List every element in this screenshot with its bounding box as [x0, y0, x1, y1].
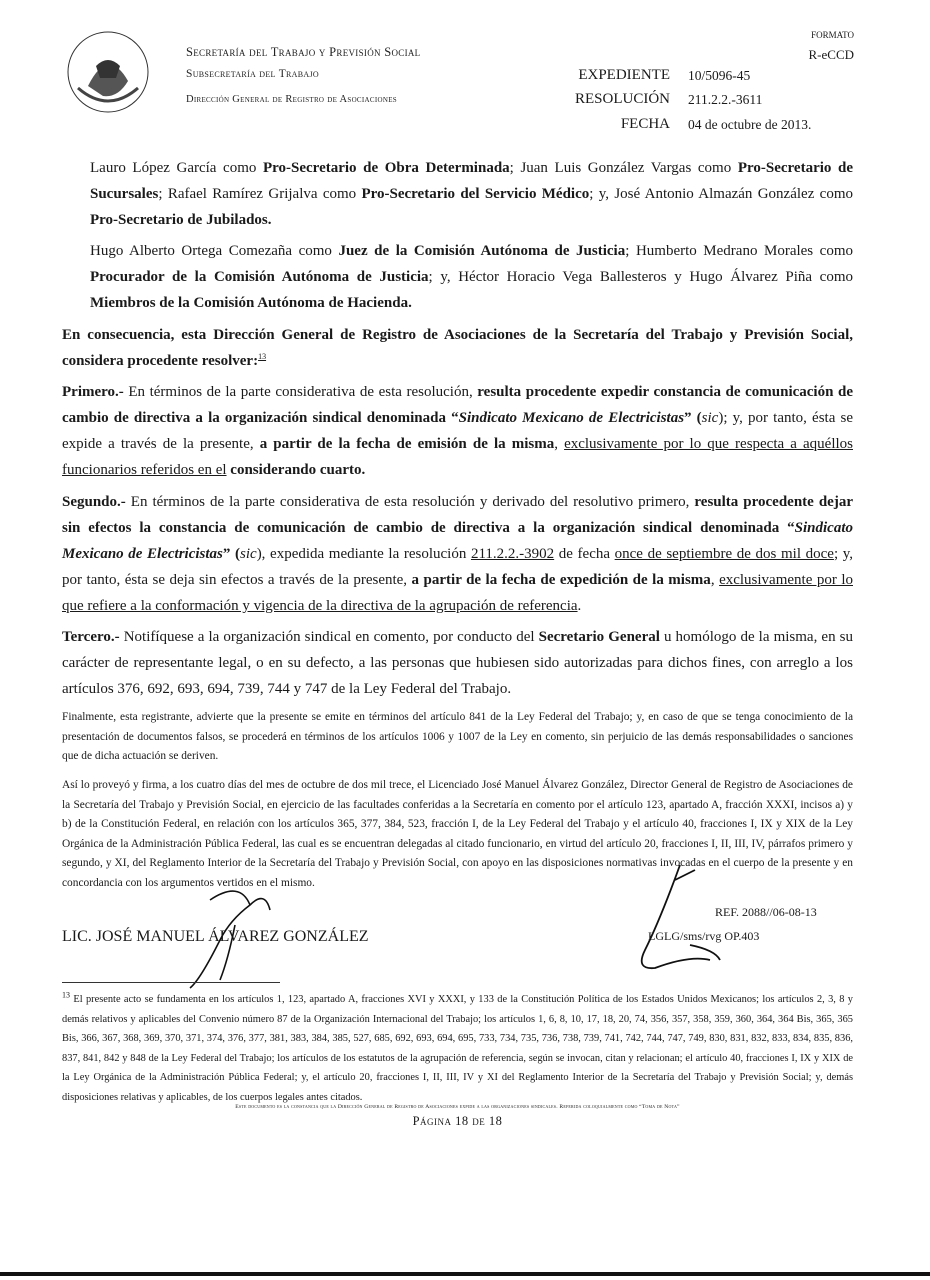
paragraph-comisiones — [90, 238, 853, 316]
text-segment: En términos de la parte considerativa de esta resolución, — [123, 384, 478, 400]
text-segment: ; Humberto Medrano Morales como — [625, 243, 854, 259]
formato-label: FORMATO — [811, 30, 854, 40]
text-segment: u homólogo de la misma, en su carácter de representante legal, o en su defecto, a las personas que hubiesen sido autorizadas para dichos fines, con arreglo a los artículos 376, 692, 693, 694, 739, 744 y 747 de la Ley Federal del Trabajo. — [62, 629, 853, 697]
text-segment: Hugo Alberto Ortega Comezaña como — [90, 243, 339, 259]
fecha-value: 04 de octubre de 2013. — [688, 117, 812, 132]
paragraph-en-consecuencia — [62, 322, 853, 374]
header-subsecretaria: Subsecretaría del Trabajo — [186, 68, 319, 80]
text-segment: ), expedida mediante la resolución — [256, 546, 471, 562]
footnote-number: 13 — [62, 990, 70, 1000]
text-segment: Juez de la Comisión Autónoma de Justicia — [338, 243, 626, 259]
text-segment: Miembros de la Comisión Autónoma de Hacienda. — [90, 295, 412, 311]
header-direccion: Dirección General de Registro de Asociaciones — [186, 94, 397, 105]
text-segment: resulta procedente expedir constancia de comunicación de cambio de directiva a la organización sindical denominada “ — [62, 384, 854, 426]
paragraph-asi-lo-proveyo: Así lo proveyó y firma, a los cuatro días del mes de octubre de dos mil trece, el Licenciado José Manuel Álvarez González, Director General de Registro de Asociaciones de la Secretaría del Trabajo y Previsión Social, en ejercicio de las facultades conferidas a la Secretaría en comento por el artículo 123, apartado A, fracción XXXI, incisos a) y b) de la Constitución Federal, en relación con los artículos 365, 377, 384, 523, fracción I, de la Ley Federal del Trabajo y el artículo 40, fracciones I, IX y XIX de la Ley Orgánica de la Administración Pública Federal, las cual es se encuentran delegadas al citado funcionario, en virtud del artículo 20, fracciones I, II, III, IV, párrafos primero y segundo, y XI, del Reglamento Interior de la Secretaría del Trabajo y Previsión Social, con apoyo en las disposiciones normativas invocadas en el cuerpo de la presente y en concordancia con los argumentos vertidos en el mismo. — [62, 779, 853, 889]
text-segment: Lauro López García como — [90, 160, 263, 176]
text-segment: Pro-Secretario de Jubilados. — [90, 212, 272, 228]
text-segment: Segundo.- — [62, 494, 126, 510]
text-segment: Notifíquese a la organización sindical en comento, por conducto del — [119, 629, 539, 645]
text-segment: a partir de la fecha de emisión de la misma — [259, 436, 555, 452]
paragraph-pro-secretarios — [90, 155, 853, 233]
text-segment: sic — [240, 546, 257, 562]
formato-code: R-eCCD — [808, 47, 854, 62]
resolutivo-tercero — [62, 624, 853, 702]
text-segment: Tercero.- — [62, 629, 120, 645]
expediente-label: EXPEDIENTE — [578, 67, 670, 83]
resolucion-label: RESOLUCIÓN — [574, 91, 670, 107]
text-segment: Secretario General — [538, 629, 660, 645]
text-segment: ; y, José Antonio Almazán González como — [589, 186, 853, 202]
text-segment: ” ( — [684, 410, 702, 426]
text-segment: Pro-Secretario de Sucursales — [90, 160, 853, 202]
text-segment: , — [710, 572, 720, 588]
mexican-coat-of-arms-seal — [58, 26, 162, 118]
scan-edge-line — [0, 1272, 930, 1276]
text-segment: Pro-Secretario del Servicio Médico — [361, 186, 590, 202]
text-segment: ); y, por tanto, ésta se expide a través de la presente, — [62, 410, 853, 452]
footnote-reference: 13 — [258, 352, 267, 361]
text-segment: En consecuencia, esta Dirección General de Registro de Asociaciones de la Secretaría del Trabajo y Previsión Social, considera procedente resolver: — [62, 327, 853, 369]
resolutivo-segundo — [62, 489, 853, 619]
text-segment: Pro-Secretario de Obra Determinada — [262, 160, 510, 176]
text-segment: a partir de la fecha de expedición de la misma — [411, 572, 711, 588]
text-segment: En términos de la parte considerativa de esta resolución y derivado del resolutivo primero, — [125, 494, 695, 510]
text-segment: Procurador de la Comisión Autónoma de Justicia — [90, 269, 429, 285]
text-segment: . — [577, 598, 582, 614]
footer-caption: Este documento es la constancia que la Dirección General de Registro de Asociaciones expide a las organizaciones sindicales. Referida coloquialmente como “Toma de Nota” — [235, 1104, 680, 1110]
page-number: Página 18 de 18 — [412, 1114, 503, 1128]
text-segment: resulta procedente dejar sin efectos la constancia de comunicación de cambio de directiva a la organización sindical denominada “ — [62, 494, 853, 536]
footnote-13 — [62, 990, 853, 1108]
expediente-value: 10/5096-45 — [688, 68, 751, 83]
footnote-divider — [62, 982, 280, 983]
text-segment: ; y, por tanto, ésta se deja sin efectos a través de la presente, — [62, 546, 853, 588]
text-segment: Sindicato Mexicano de Electricistas — [458, 410, 685, 426]
text-segment: Sindicato Mexicano de Electricistas — [62, 520, 853, 562]
text-segment: 211.2.2.-3902 — [470, 546, 555, 562]
text-segment: exclusivamente por lo que refiere a la conformación y vigencia de la directiva de la agrupación de referencia — [62, 572, 853, 614]
initials-line: LGLG/sms/rvg OP.403 — [648, 929, 760, 943]
reference-number: REF. 2088//06-08-13 — [715, 905, 817, 919]
signatory-name: LIC. JOSÉ MANUEL ÁLVAREZ GONZÁLEZ — [62, 928, 369, 945]
header-secretaria: Secretaría del Trabajo y Previsión Social — [186, 45, 421, 59]
text-segment: ; Juan Luis González Vargas como — [509, 160, 738, 176]
handwritten-signature-right — [620, 860, 740, 990]
paragraph-finalmente: Finalmente, esta registrante, advierte que la presente se emite en términos del artículo 841 de la Ley Federal del Trabajo; y, en caso de que se tenga conocimiento de la presentación de documentos falsos, se procederá en términos de los artículos 1006 y 1007 de la Ley en comento, sin perjuicio de las demás responsabilidades o sanciones que de dicha actuación se deriven. — [62, 711, 853, 763]
text-segment: , — [554, 436, 565, 452]
text-segment: de fecha — [554, 546, 615, 562]
handwritten-signature-left — [180, 880, 300, 990]
text-segment: ; Rafael Ramírez Grijalva como — [158, 186, 362, 202]
text-segment: sic — [701, 410, 719, 426]
text-segment: once de septiembre de dos mil doce — [614, 546, 834, 562]
text-segment: considerando cuarto. — [230, 462, 366, 478]
text-segment: ; y, Héctor Horacio Vega Ballesteros y Hugo Álvarez Piña como — [428, 269, 853, 285]
resolucion-value: 211.2.2.-3611 — [688, 92, 763, 107]
resolutivo-primero — [62, 379, 853, 483]
text-segment: exclusivamente por lo que respecta a aquéllos funcionarios referidos en el — [62, 436, 853, 478]
footnote-text: El presente acto se fundamenta en los artículos 1, 123, apartado A, fracciones XVI y XXXI, y 133 de la Constitución Política de los Estados Unidos Mexicanos; los artículos 2, 3, 8 y demás relativos y aplicables del Convenio número 87 de la Organización Internacional del Trabajo; los artículos 1, 6, 8, 10, 17, 18, 20, 74, 356, 357, 358, 359, 360, 364, 364 Bis, 365, 365 Bis, 366, 367, 368, 369, 370, 371, 374, 376, 377, 381, 383, 384, 385, 527, 685, 692, 693, 694, 695, 733, 734, 735, 736, 738, 739, 741, 742, 744, 747, 749, 830, 831, 832, 833, 834, 835, 836, 837, 841, 842 y 848 de la Ley Federal del Trabajo; los artículos de los estatutos de la agrupación de referencia, según se invocan, citan y relacionan; el artículo 40, fracciones I, IX y XIX de la Ley Orgánica de la Administración Pública Federal; y, el artículo 20, fracciones I, II, III, IV y XI del Reglamento Interior de la Secretaría del Trabajo y Previsión Social; y, demás disposiciones relativas y aplicables, de los cuerpos legales antes citados. — [62, 994, 853, 1103]
text-segment: Primero.- — [62, 384, 124, 400]
fecha-label: FECHA — [620, 116, 670, 132]
text-segment: ” ( — [222, 546, 241, 562]
